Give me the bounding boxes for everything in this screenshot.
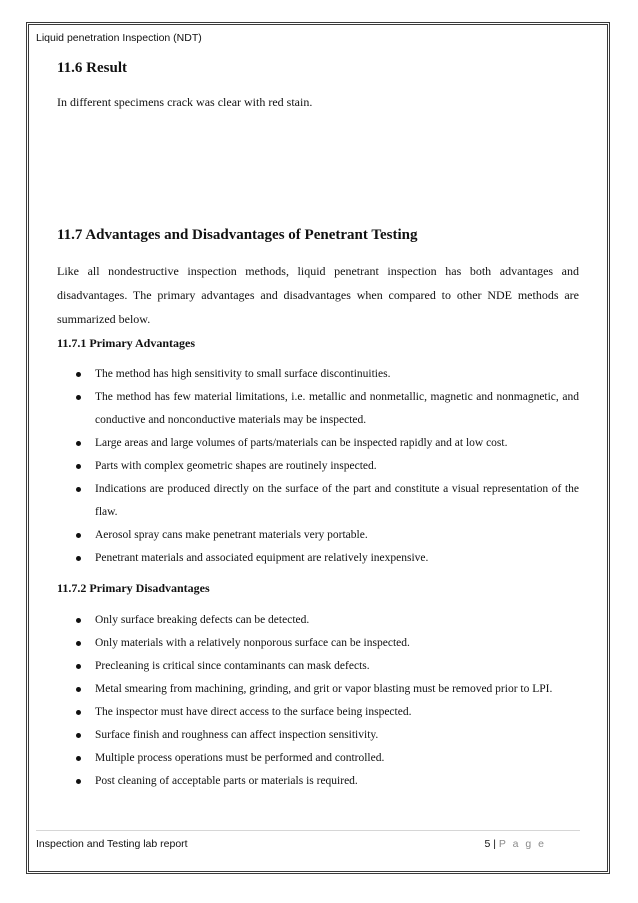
list-item: Large areas and large volumes of parts/materials can be inspected rapidly and at low cost. — [57, 432, 579, 455]
list-item: Penetrant materials and associated equipment are relatively inexpensive. — [57, 547, 579, 570]
header-title: Liquid penetration Inspection (NDT) — [36, 32, 202, 44]
list-item: The method has few material limitations, i.e. metallic and nonmetallic, magnetic and nonmagnetic, and conductive and nonconductive materials may be inspected. — [57, 386, 579, 432]
result-text: In different specimens crack was clear with red stain. — [57, 95, 313, 109]
list-item: Post cleaning of acceptable parts or materials is required. — [57, 770, 579, 793]
list-item: Indications are produced directly on the surface of the part and constitute a visual representation of the flaw. — [57, 478, 579, 524]
bullet-icon — [76, 779, 81, 784]
list-item: Multiple process operations must be performed and controlled. — [57, 747, 579, 770]
bullet-icon — [76, 556, 81, 561]
list-item: The method has high sensitivity to small surface discontinuities. — [57, 363, 579, 386]
bullet-icon — [76, 664, 81, 669]
primary-advantages-list — [57, 363, 579, 570]
page-word: P a g e — [498, 838, 546, 850]
list-item: Precleaning is critical since contaminants can mask defects. — [57, 655, 579, 678]
bullet-icon — [76, 641, 81, 646]
primary-disadvantages-list — [57, 609, 579, 793]
list-item: Metal smearing from machining, grinding, and grit or vapor blasting must be removed prior to LPI. — [57, 678, 579, 701]
bullet-icon — [76, 441, 81, 446]
advantages-section-intro: Like all nondestructive inspection methods, liquid penetrant inspection has both advantages and disadvantages. The primary advantages and disadvantages when compared to other NDE methods are summarized below. — [57, 264, 579, 326]
bullet-icon — [76, 733, 81, 738]
list-item: The inspector must have direct access to the surface being inspected. — [57, 701, 579, 724]
advantages-section-heading: 11.7 Advantages and Disadvantages of Penetrant Testing — [57, 227, 418, 243]
list-item: Only surface breaking defects can be detected. — [57, 609, 579, 632]
bullet-icon — [76, 687, 81, 692]
page-number: 5 — [484, 838, 491, 850]
bullet-icon — [76, 618, 81, 623]
primary-advantages-heading: 11.7.1 Primary Advantages — [57, 336, 195, 350]
list-item: Surface finish and roughness can affect inspection sensitivity. — [57, 724, 579, 747]
footer-divider — [36, 830, 580, 831]
footer-page-number — [484, 838, 546, 850]
bullet-icon — [76, 533, 81, 538]
list-item: Aerosol spray cans make penetrant materials very portable. — [57, 524, 579, 547]
bullet-icon — [76, 710, 81, 715]
result-heading: 11.6 Result — [57, 60, 128, 76]
list-item: Parts with complex geometric shapes are routinely inspected. — [57, 455, 579, 478]
page-separator: | — [493, 838, 496, 850]
footer-report-title: Inspection and Testing lab report — [36, 838, 188, 850]
list-item: Only materials with a relatively nonporous surface can be inspected. — [57, 632, 579, 655]
primary-disadvantages-heading: 11.7.2 Primary Disadvantages — [57, 581, 210, 595]
bullet-icon — [76, 372, 81, 377]
bullet-icon — [76, 464, 81, 469]
bullet-icon — [76, 395, 81, 400]
bullet-icon — [76, 756, 81, 761]
bullet-icon — [76, 487, 81, 492]
